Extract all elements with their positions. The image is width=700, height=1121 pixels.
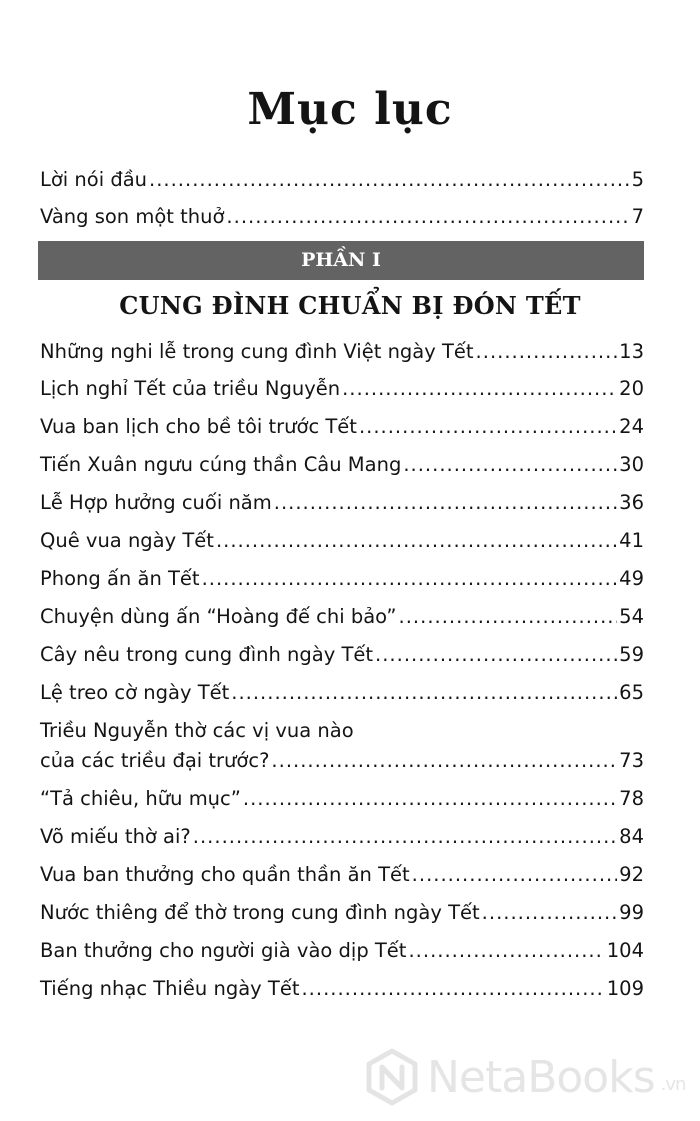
- toc-entry-page: 30: [619, 453, 644, 476]
- toc-entry-label: Tiếng nhạc Thiều ngày Tết: [40, 977, 300, 1000]
- toc-entry-page: 36: [619, 491, 644, 514]
- dot-leader: [243, 784, 617, 814]
- dot-leader: [408, 936, 604, 966]
- toc-entry-label: Ban thưởng cho người già vào dịp Tết: [40, 939, 407, 962]
- watermark: [363, 1046, 693, 1108]
- toc-entry-page: 59: [619, 643, 644, 666]
- toc-entry[interactable]: [40, 202, 644, 232]
- toc-entry-label: Nước thiêng để thờ trong cung đình ngày Tết: [40, 901, 480, 924]
- toc-entry[interactable]: [40, 860, 644, 890]
- toc-entry-label: Phong ấn ăn Tết: [40, 567, 200, 590]
- toc-entry-label: Tiến Xuân ngưu cúng thần Câu Mang: [40, 453, 402, 476]
- part-banner: PHẦN I: [38, 241, 644, 280]
- dot-leader: [301, 974, 604, 1004]
- dot-leader: [193, 822, 617, 852]
- watermark-brand: NetaBooks: [427, 1051, 655, 1103]
- toc-entry-label: Võ miếu thờ ai?: [40, 825, 191, 848]
- toc-entry-label: Lễ Hợp hưởng cuối năm: [40, 491, 272, 514]
- toc-entry[interactable]: [40, 678, 644, 708]
- dot-leader: [412, 860, 618, 890]
- dot-leader: [216, 526, 617, 556]
- toc-entry-label: Lời nói đầu: [40, 168, 148, 191]
- toc-entry-page: 54: [619, 605, 644, 628]
- toc-entry[interactable]: [40, 412, 644, 442]
- toc-entry-label: “Tả chiêu, hữu mục”: [40, 787, 241, 810]
- toc-entry-page: 78: [619, 787, 644, 810]
- dot-leader: [231, 678, 617, 708]
- toc-entry-label: Vua ban lịch cho bề tôi trước Tết: [40, 415, 357, 438]
- toc-entry[interactable]: [40, 602, 644, 632]
- toc-entry-page: 73: [619, 749, 644, 772]
- toc-entry-label: Vàng son một thuở: [40, 205, 225, 228]
- toc-entry-page: 92: [619, 863, 644, 886]
- watermark-suffix: .vn: [660, 1073, 686, 1095]
- toc-entry-page: 13: [619, 340, 644, 363]
- toc-entry-page: 20: [619, 377, 644, 400]
- toc-entry[interactable]: [40, 526, 644, 556]
- toc-entry[interactable]: [40, 936, 644, 966]
- netabooks-logo-icon: [363, 1048, 421, 1106]
- toc-entry[interactable]: [40, 974, 644, 1004]
- toc-entry[interactable]: [40, 374, 644, 404]
- toc-entry[interactable]: [40, 822, 644, 852]
- toc-entry-page: 84: [619, 825, 644, 848]
- toc-entry-page: 49: [619, 567, 644, 590]
- toc-entry-label: Những nghi lễ trong cung đình Việt ngày Tết: [40, 340, 474, 363]
- toc-entry-label: Lịch nghỉ Tết của triều Nguyễn: [40, 377, 341, 400]
- toc-entry[interactable]: [40, 450, 644, 480]
- toc-entry-label: Cây nêu trong cung đình ngày Tết: [40, 643, 374, 666]
- toc-entry[interactable]: [40, 898, 644, 928]
- dot-leader: [403, 450, 617, 480]
- dot-leader: [202, 564, 618, 594]
- toc-entry-page: 109: [606, 977, 644, 1000]
- toc-entry-page: 5: [631, 168, 644, 191]
- toc-entry-label: Lệ treo cờ ngày Tết: [40, 681, 230, 704]
- dot-leader: [476, 337, 618, 367]
- section-heading: CUNG ĐÌNH CHUẨN BỊ ĐÓN TẾT: [119, 291, 581, 320]
- dot-leader: [271, 746, 617, 776]
- toc-entry[interactable]: [40, 337, 644, 367]
- toc-entry-page: 7: [631, 205, 644, 228]
- toc-entry-label: Chuyện dùng ấn “Hoàng đế chi bảo”: [40, 605, 397, 628]
- toc-entry-label: của các triều đại trước?: [40, 749, 270, 772]
- toc-entry[interactable]: [40, 784, 644, 814]
- toc-entry-page: 99: [619, 901, 644, 924]
- toc-entry[interactable]: [40, 165, 644, 195]
- dot-leader: [399, 602, 618, 632]
- toc-entry-page: 41: [619, 529, 644, 552]
- page-title: Mục lục: [247, 84, 453, 135]
- toc-entry[interactable]: [40, 488, 644, 518]
- toc-entry[interactable]: [40, 746, 644, 776]
- toc-entry-label: Vua ban thưởng cho quần thần ăn Tết: [40, 863, 410, 886]
- dot-leader: [375, 640, 617, 670]
- dot-leader: [149, 165, 630, 195]
- dot-leader: [342, 374, 617, 404]
- dot-leader: [359, 412, 617, 442]
- toc-entry-label-line1[interactable]: Triều Nguyễn thờ các vị vua nào: [40, 719, 354, 742]
- dot-leader: [274, 488, 617, 518]
- dot-leader: [482, 898, 618, 928]
- toc-entry[interactable]: [40, 640, 644, 670]
- toc-entry-page: 65: [619, 681, 644, 704]
- dot-leader: [226, 202, 629, 232]
- toc-entry[interactable]: [40, 564, 644, 594]
- toc-entry-page: 24: [619, 415, 644, 438]
- toc-entry-page: 104: [606, 939, 644, 962]
- toc-entry-label: Quê vua ngày Tết: [40, 529, 214, 552]
